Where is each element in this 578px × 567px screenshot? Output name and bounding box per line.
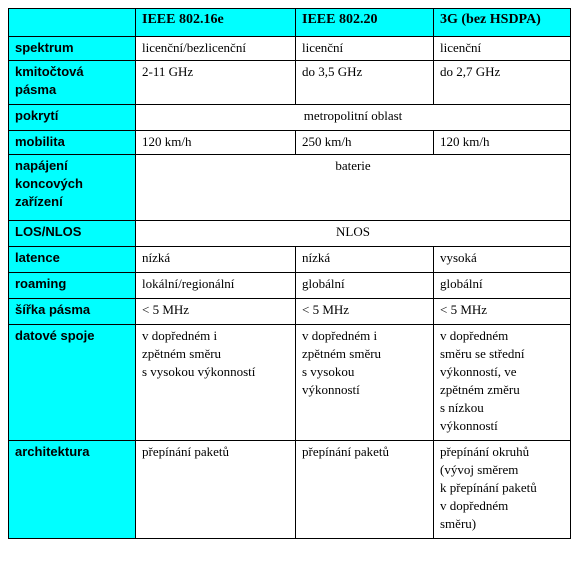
table-cell: vysoká [434,247,571,273]
table-cell: globální [434,273,571,299]
table-cell: licenční [296,37,434,61]
table-cell: < 5 MHz [296,299,434,325]
table-row [9,155,571,221]
table-row [9,299,571,325]
table-cell: do 3,5 GHz [296,61,434,105]
row-label: latence [9,247,136,273]
row-label: datové spoje [9,325,136,441]
header-3g: 3G (bez HSDPA) [434,9,571,37]
table-cell: licenční/bezlicenční [136,37,296,61]
merged-cell: NLOS [136,221,571,247]
table-cell: přepínání paketů [136,441,296,539]
row-label: kmitočtová pásma [9,61,136,105]
table-cell: licenční [434,37,571,61]
table-cell: 250 km/h [296,131,434,155]
row-label: LOS/NLOS [9,221,136,247]
table-cell: do 2,7 GHz [434,61,571,105]
table-row [9,325,571,441]
table-cell: < 5 MHz [434,299,571,325]
header-ieee-802-16e: IEEE 802.16e [136,9,296,37]
table-row [9,247,571,273]
header-ieee-802-20: IEEE 802.20 [296,9,434,37]
table-row [9,37,571,61]
table-cell: globální [296,273,434,299]
table-cell: 2-11 GHz [136,61,296,105]
row-label: napájení koncových zařízení [9,155,136,221]
table-cell: < 5 MHz [136,299,296,325]
row-label: architektura [9,441,136,539]
row-label: roaming [9,273,136,299]
table-row [9,221,571,247]
header-corner-cell [9,9,136,37]
table-cell: v dopředném i zpětném směru s vysokou výkonností [296,325,434,441]
table-row [9,273,571,299]
table-row [9,131,571,155]
merged-cell: baterie [136,155,571,221]
table-cell: přepínání paketů [296,441,434,539]
row-label: pokrytí [9,105,136,131]
row-label: spektrum [9,37,136,61]
table-cell: nízká [296,247,434,273]
comparison-table [8,8,571,539]
row-label: šířka pásma [9,299,136,325]
table-cell: přepínání okruhů (vývoj směrem k přepínání paketů v dopředném směru) [434,441,571,539]
table-cell: nízká [136,247,296,273]
table-cell: v dopředném i zpětném směru s vysokou výkonností [136,325,296,441]
table-row [9,61,571,105]
table-cell: v dopředném směru se střední výkonností, ve zpětném změru s nízkou výkonností [434,325,571,441]
table-row [9,441,571,539]
row-label: mobilita [9,131,136,155]
merged-cell: metropolitní oblast [136,105,571,131]
table-cell: lokální/regionální [136,273,296,299]
table-cell: 120 km/h [136,131,296,155]
header-row [9,9,571,37]
table-row [9,105,571,131]
table-cell: 120 km/h [434,131,571,155]
